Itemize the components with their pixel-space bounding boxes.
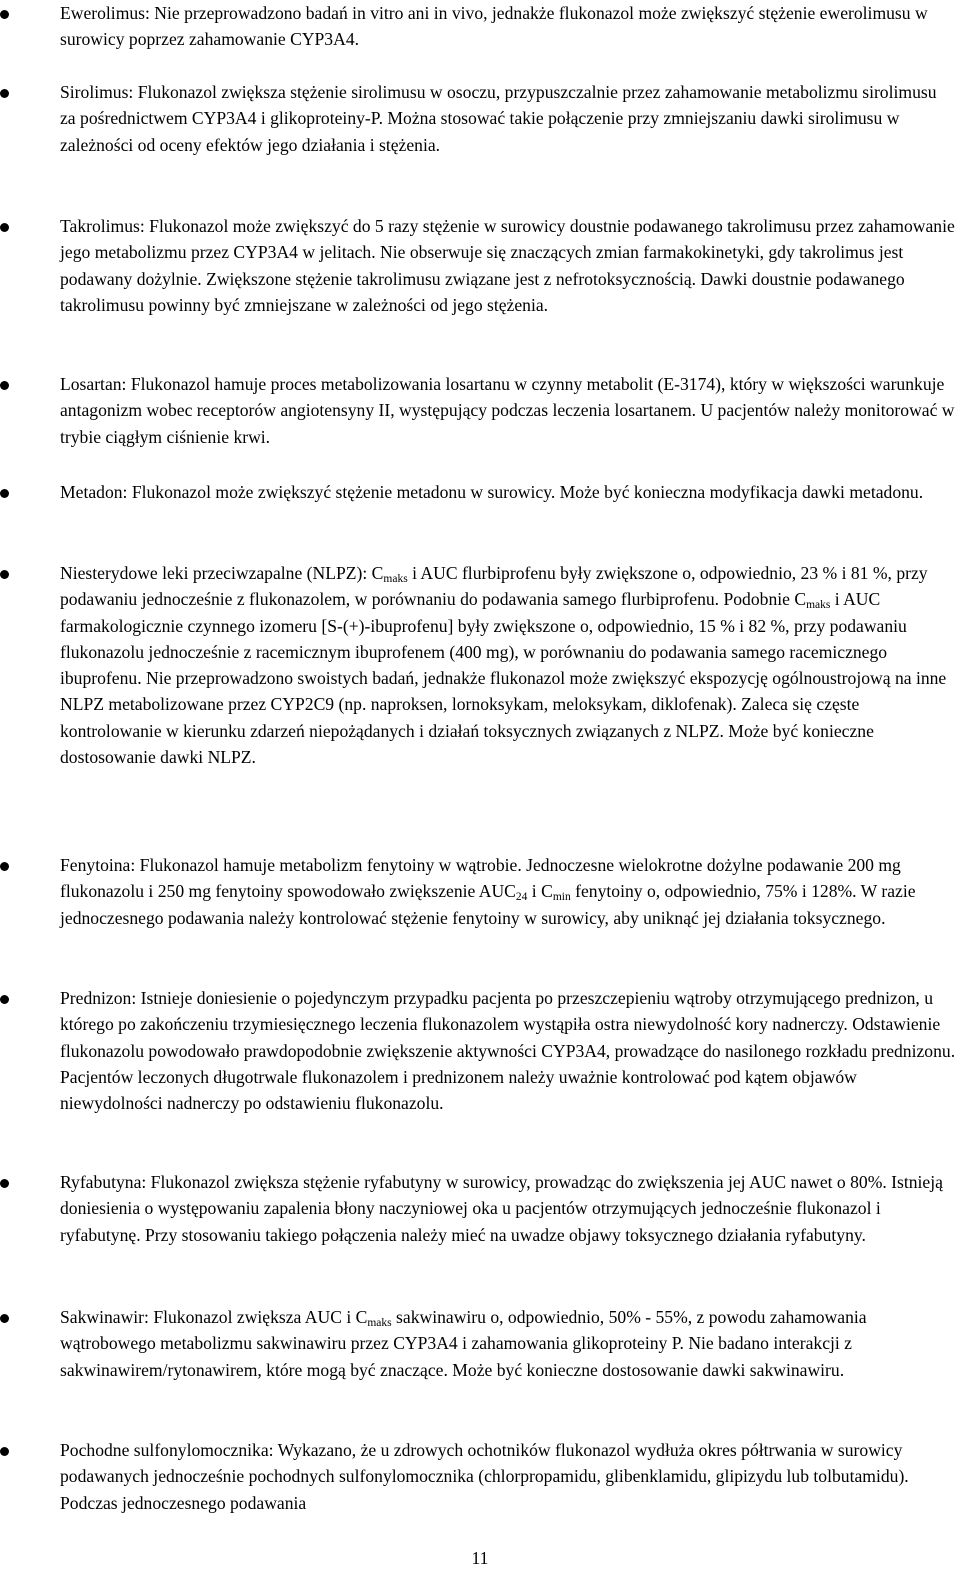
subscript-maks: maks (367, 1317, 392, 1329)
bullet-icon (0, 223, 9, 232)
bullet-icon (0, 89, 9, 98)
bullet-icon (0, 489, 9, 498)
paragraph-sirolimus: Sirolimus: Flukonazol zwiększa stężenie sirolimusu w osoczu, przypuszczalnie przez zahamowanie metabolizmu sirolimusu za pośrednictwem CYP3A4 i glikoproteiny-P. Można stosować takie połączenie przy zmniejszaniu dawki sirolimusu w zależności od oceny efektów jego działania i stężenia. (60, 82, 937, 155)
paragraph-nlpz (60, 560, 956, 770)
list-item-ewerolimus (60, 0, 956, 53)
paragraph-prednizon: Prednizon: Istnieje doniesienie o pojedynczym przypadku pacjenta po przeszczepieniu wątroby otrzymującego prednizon, u którego po zakończeniu trzymiesięcznego leczenia flukonazolem wystąpiła ostra niewydolność kory nadnerczy. Odstawienie flukonazolu powodowało prawdopodobnie zwiększenie aktywności CYP3A4, prowadzące do nasilonego rozkładu prednizonu. Pacjentów leczonych długotrwale flukonazolem i prednizonem należy uważnie kontrolować pod kątem objawów niewydolności nadnerczy po odstawieniu flukonazolu. (60, 988, 956, 1114)
list-item-prednizon (60, 985, 956, 1116)
text-run: Sakwinawir: Flukonazol zwiększa AUC i C (60, 1307, 368, 1327)
text-run: Fenytoina: Flukonazol hamuje metabolizm fenytoiny w wątrobie. Jednoczesne wielokrotne dożylne podawanie 200 mg flukonazolu i 250 mg fenytoiny spowodowało zwiększenie AUC (60, 855, 901, 902)
subscript-min: min (552, 891, 571, 904)
list-item-takrolimus (60, 213, 956, 318)
bullet-icon (0, 570, 9, 579)
list-item-nlpz (60, 560, 956, 770)
page-number: 11 (471, 1548, 489, 1568)
bullet-icon (0, 381, 9, 390)
bullet-icon (0, 1179, 9, 1188)
list-item-sulfonylomocznik (60, 1437, 956, 1516)
text-run: sakwinawiru o, odpowiednio, 50% - 55%, z powodu zahamowania wątrobowego metabolizmu sakwinawiru przez CYP3A4 i zahamowania glikoproteiny P. Nie badano interakcji z sakwinawirem/rytonawirem, które mogą być znaczące. Może być konieczne dostosowanie dawki sakwinawiru. (60, 1307, 867, 1380)
text-run: i C (527, 881, 553, 902)
paragraph-fenytoina (60, 852, 956, 931)
list-item-losartan (60, 371, 956, 450)
text-run: i AUC flurbiprofenu były zwiększone o, odpowiednio, 23 % i 81 %, przy podawaniu jednocześnie z flukonazolem, w porównaniu do podawania samego flurbiprofenu. Podobnie C (60, 563, 928, 610)
subscript-24: 24 (515, 891, 528, 904)
paragraph-takrolimus: Takrolimus: Flukonazol może zwiększyć do 5 razy stężenie w surowicy doustnie podawanego takrolimusu przez zahamowanie jego metabolizmu przez CYP3A4 w jelitach. Nie obserwuje się znaczących zmian farmakokinetyki, gdy takrolimus jest podawany dożylnie. Zwiększone stężenie takrolimusu związane jest z nefrotoksycznością. Dawki doustnie podawanego takrolimusu powinny być zmniejszane w zależności od jego stężenia. (60, 216, 955, 315)
bullet-icon (0, 995, 9, 1004)
paragraph-ryfabutyna: Ryfabutyna: Flukonazol zwiększa stężenie ryfabutyny w surowicy, prowadząc do zwiększenia jej AUC nawet o 80%. Istnieją doniesienia o występowaniu zapalenia błony naczyniowej oka u pacjentów otrzymujących jednocześnie flukonazol i ryfabutynę. Przy stosowaniu takiego połączenia należy mieć na uwadze objawy toksycznego działania ryfabutyny. (60, 1172, 943, 1245)
bullet-icon (0, 10, 9, 19)
text-run: Niesterydowe leki przeciwzapalne (NLPZ): C (60, 563, 384, 583)
paragraph-sakwinawir (60, 1304, 956, 1383)
list-item-sakwinawir (60, 1304, 956, 1383)
paragraph-metadon: Metadon: Flukonazol może zwiększyć stężenie metadonu w surowicy. Może być konieczna modyfikacja dawki metadonu. (60, 482, 924, 502)
text-run: fenytoiny o, odpowiednio, 75% i 128%. W razie jednoczesnego podawania należy kontrolować stężenie fenytoiny w surowicy, aby uniknąć jej działania toksycznego. (60, 881, 916, 928)
paragraph-losartan: Losartan: Flukonazol hamuje proces metabolizowania losartanu w czynny metabolit (E-3174), który w większości warunkuje antagonizm wobec receptorów angiotensyny II, występujący podczas leczenia losartanem. U pacjentów należy monitorować w trybie ciągłym ciśnienie krwi. (60, 374, 955, 447)
paragraph-sulfonylomocznik: Pochodne sulfonylomocznika: Wykazano, że u zdrowych ochotników flukonazol wydłuża okres półtrwania w surowicy podawanych jednocześnie pochodnych sulfonylomocznika (chlorpropamidu, glibenklamidu, glipizydu lub tolbutamidu). Podczas jednoczesnego podawania (60, 1440, 909, 1513)
subscript-maks: maks (383, 573, 408, 585)
subscript-maks: maks (806, 599, 831, 612)
paragraph-ewerolimus: Ewerolimus: Nie przeprowadzono badań in vitro ani in vivo, jednakże flukonazol może zwiększyć stężenie ewerolimusu w surowicy poprzez zahamowanie CYP3A4. (60, 3, 928, 50)
bullet-icon (0, 1447, 9, 1456)
text-run: i AUC farmakologicznie czynnego izomeru [S-(+)-ibuprofenu] były zwiększone o, odpowiednio, 15 % i 82 %, przy podawaniu flukonazolu jednocześnie z racemicznym ibuprofenem (400 mg), w porównaniu do podawania samego racemicznego ibuprofenu. Nie przeprowadzono swoistych badań, jednakże flukonazol może zwiększyć ekspozycję ogólnoustrojową na inne NLPZ metabolizowane przez CYP2C9 (np. naproksen, lornoksykam, meloksykam, diklofenak). Zaleca się częste kontrolowanie w kierunku zdarzeń niepożądanych i działań toksycznych związanych z NLPZ. Może być konieczne dostosowanie dawki NLPZ. (60, 589, 947, 768)
list-item-fenytoina (60, 852, 956, 931)
bullet-icon (0, 1314, 9, 1323)
bullet-icon (0, 862, 9, 871)
list-item-metadon (60, 479, 956, 505)
list-item-sirolimus (60, 79, 956, 158)
list-item-ryfabutyna (60, 1169, 956, 1248)
